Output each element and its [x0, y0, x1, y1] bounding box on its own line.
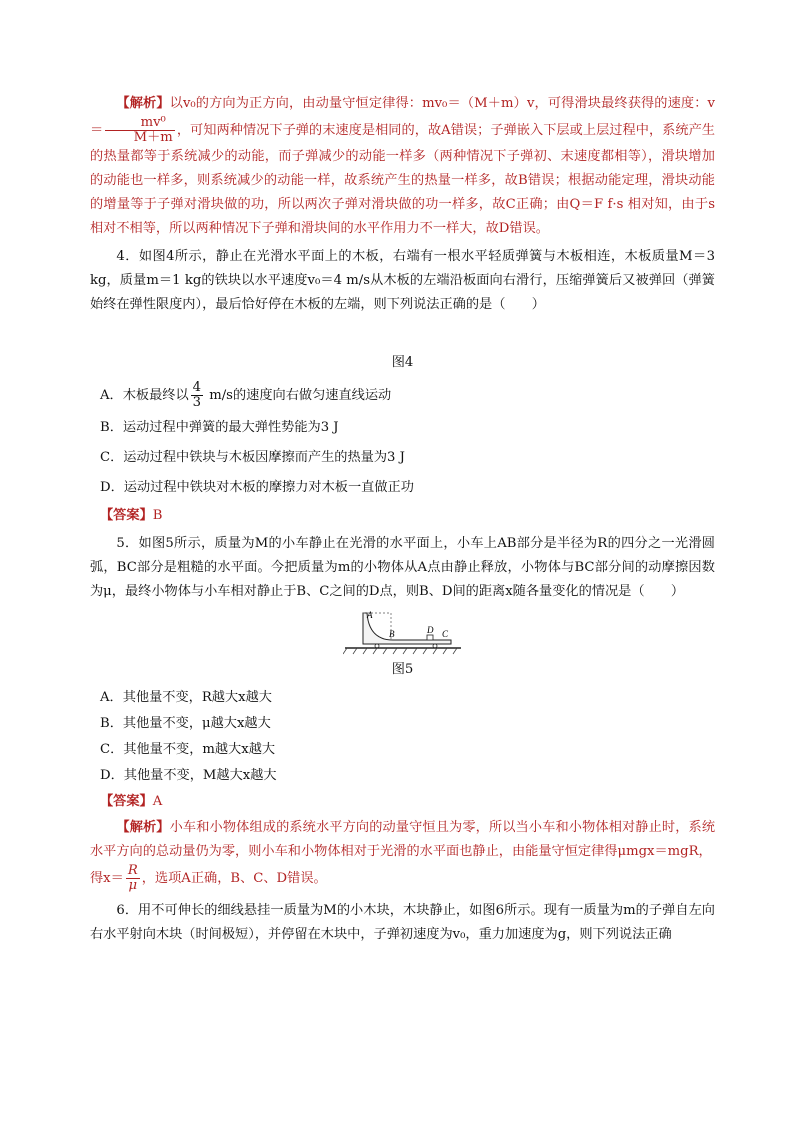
- answer-label: 【答案】: [100, 508, 153, 523]
- q4-answer: [90, 504, 715, 528]
- q5-option-a: A．其他量不变，R越大x越大: [100, 690, 272, 705]
- analysis-label: 【解析】: [116, 820, 170, 835]
- q4-option-a: [90, 381, 715, 410]
- label-c: C: [441, 629, 448, 639]
- q3-analysis-text-2: ，可知两种情况下子弹的末速度是相同的，故A错误；子弹嵌入下层或上层过程中，系统产生的热量都等于系统减少的动能，而子弹减少的动能一样多（两种情况下子弹初、末速度都相等），滑块增加的动能也一样多，则系统减少的动能一样，故系统产生的热量一样多，故B错误；根据动能定理，滑块动能的增量等于子弹对滑块做的功，所以两次子弹对滑块做的功一样多，故C正确；由Q＝F f·s 相对知，由于s 相对不相等，所以两种情况下子弹和滑块间的水平作用力不一样大，故D错误。: [90, 123, 715, 236]
- q5-option-b: B．其他量不变，μ越大x越大: [100, 716, 271, 731]
- q3-analysis-text-1: 以v₀的方向为正方向，由动量守恒定律得：mv₀＝（M＋m）v，可得滑块最终获得的速度：v＝: [90, 96, 716, 138]
- q5-analysis-suffix: ，选项A正确，B、C、D错误。: [141, 871, 327, 886]
- answer-label: 【答案】: [100, 794, 153, 809]
- q4-option-a-fraction: [191, 381, 203, 410]
- label-a: A: [366, 610, 372, 620]
- figure-4-placeholder: [90, 317, 715, 351]
- q3-analysis-paragraph: [90, 92, 715, 241]
- figure-5-diagram: [343, 608, 463, 656]
- cart-body: [363, 613, 451, 644]
- fraction-denominator: M＋m: [133, 130, 173, 145]
- q5-option-d: D．其他量不变，M越大x越大: [100, 768, 277, 783]
- small-block: [427, 635, 433, 640]
- fraction-denominator: μ: [128, 878, 138, 893]
- q4-stem: 4．如图4所示，静止在光滑水平面上的木板，右端有一根水平轻质弹簧与木板相连，木板质量M＝3 kg，质量m＝1 kg的铁块以水平速度v₀＝4 m/s从木板的左端沿板面向右滑行，压缩弹簧后又被弹回（弹簧始终在弹性限度内），最后恰好停在木板的左端，则下列说法正确的是（ ）: [90, 249, 715, 312]
- q5-analysis-text-1: 小车和小物体组成的系统水平方向的动量守恒且为零，所以当小车和小物体相对静止时，系统水平方向的总动量仍为零，则小车和小物体相对于光滑的水平面也静止，由能量守恒定律得μmgx＝mgR，: [90, 820, 716, 859]
- q5-analysis-prefix: 得x＝: [90, 871, 124, 886]
- q5-analysis-fraction: [126, 864, 140, 893]
- q3-velocity-fraction: [105, 116, 175, 145]
- q4-option-a-prefix: A．木板最终以: [100, 388, 189, 403]
- q5-analysis-paragraph: [90, 816, 715, 864]
- figure-5-caption: 图5: [391, 662, 414, 677]
- q5-answer: [90, 790, 715, 814]
- q4-option-a-suffix: m/s的速度向右做匀速直线运动: [205, 388, 392, 403]
- q4-option-c: C．运动过程中铁块与木板因摩擦而产生的热量为3 J: [100, 450, 405, 465]
- document-page: [90, 92, 715, 947]
- q4-option-b: B．运动过程中弹簧的最大弹性势能为3 J: [100, 420, 339, 435]
- label-b: B: [388, 629, 394, 639]
- label-d: D: [426, 625, 433, 635]
- q6-stem: 6．用不可伸长的细线悬挂一质量为M的小木块，木块静止，如图6所示。现有一质量为m的子弹自左向右水平射向木块（时间极短），并停留在木块中，子弹初速度为v₀，重力加速度为g，则下列说法正确: [90, 903, 715, 942]
- fraction-numerator: mv⁰: [105, 116, 175, 131]
- fraction-numerator: 4: [192, 380, 202, 395]
- q4-answer-value: B: [152, 508, 163, 523]
- q4-option-d: D．运动过程中铁块对木板的摩擦力对木板一直做正功: [100, 480, 414, 495]
- analysis-label: 【解析】: [116, 96, 170, 111]
- figure-4-caption: 图4: [391, 355, 414, 370]
- q5-answer-value: A: [152, 794, 163, 809]
- q5-stem: 5．如图5所示，质量为M的小车静止在光滑的水平面上，小车上AB部分是半径为R的四分之一光滑圆弧，BC部分是粗糙的水平面。今把质量为m的小物体从A点由静止释放，小物体与BC部分间的动摩擦因数为μ，最终小物体与小车相对静止于B、C之间的D点，则B、D间的距离x随各量变化的情况是（ ）: [90, 536, 715, 599]
- fraction-denominator: 3: [192, 395, 202, 410]
- q5-option-c: C．其他量不变，m越大x越大: [100, 742, 276, 757]
- fraction-numerator: R: [127, 863, 138, 878]
- q5-analysis-line-2: [90, 864, 715, 893]
